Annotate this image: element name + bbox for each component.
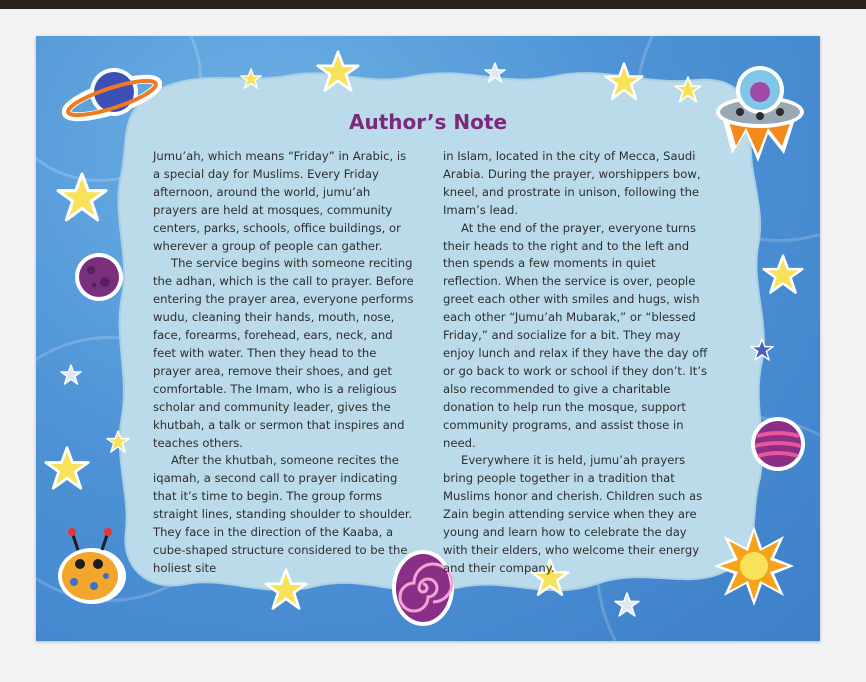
star-icon — [674, 76, 702, 104]
striped-planet-icon — [750, 416, 806, 472]
top-bar — [0, 0, 866, 9]
star-icon — [44, 446, 90, 492]
left-column — [153, 148, 415, 578]
star-icon — [484, 62, 506, 84]
sun-icon — [712, 524, 796, 608]
paragraph: Everywhere it is held, jumu’ah prayers bring people together in a tradition that Muslims honor and cherish. Children such as Zain begin attending service when they are young and learn how to celebrate the day with their elders, who welcome their energy and their company. — [443, 453, 703, 575]
alien-creature-icon — [54, 524, 132, 606]
star-icon — [762, 254, 804, 296]
star-icon — [614, 592, 640, 618]
star-icon — [316, 50, 360, 94]
paragraph: in Islam, located in the city of Mecca, Saudi Arabia. During the prayer, worshippers bow, kneel, and prostrate in unison, following the Imam’s lead. — [443, 149, 701, 217]
star-icon — [240, 68, 262, 90]
star-icon — [106, 430, 130, 454]
page-title: Author’s Note — [348, 110, 508, 134]
right-column — [443, 148, 713, 578]
paragraph: At the end of the prayer, everyone turns their heads to the right and to the left and then spends a few moments in quiet reflection. When the service is over, people greet each other with smiles and hugs, wish each other “Jumu’ah Mubarak,” or “blessed Friday,” and socialize for a bit. They may enjoy lunch and relax if they have the day off or go back to work or school if they don’t. It’s also recommended to give a charitable donation to help run the mosque, support community programs, and assist those in need. — [443, 220, 708, 450]
paragraph: After the khutbah, someone recites the iqamah, a second call to prayer indicating that it’s time to begin. The group forms straight lines, standing shoulder to shoulder. They face in the direction of the Kaaba, a cube-shaped structure considered to be the holiest site — [153, 453, 413, 575]
purple-planet-icon — [74, 252, 124, 302]
star-icon — [56, 172, 108, 224]
paragraph: Jumu’ah, which means “Friday” in Arabic, is a special day for Muslims. Every Friday afternoon, around the world, jumu’ah prayers are held at mosques, community centers, parks, schools, office buildings, or wherever a group of people can gather. — [153, 149, 407, 253]
book-page — [36, 36, 820, 641]
star-icon — [750, 338, 774, 362]
star-icon — [604, 62, 644, 102]
ufo-alien-icon — [712, 54, 808, 164]
paragraph: The service begins with someone reciting the adhan, which is the call to prayer. Before entering the prayer area, everyone performs wudu, cleaning their hands, mouth, nose, face, forearms, forehead, ears, neck, and feet with water. Then they head to the prayer area, remove their shoes, and get comfortable. The Imam, who is a religious scholar and community leader, gives the khutbah, a talk or sermon that inspires and teaches others. — [153, 256, 414, 450]
star-icon — [60, 364, 82, 386]
